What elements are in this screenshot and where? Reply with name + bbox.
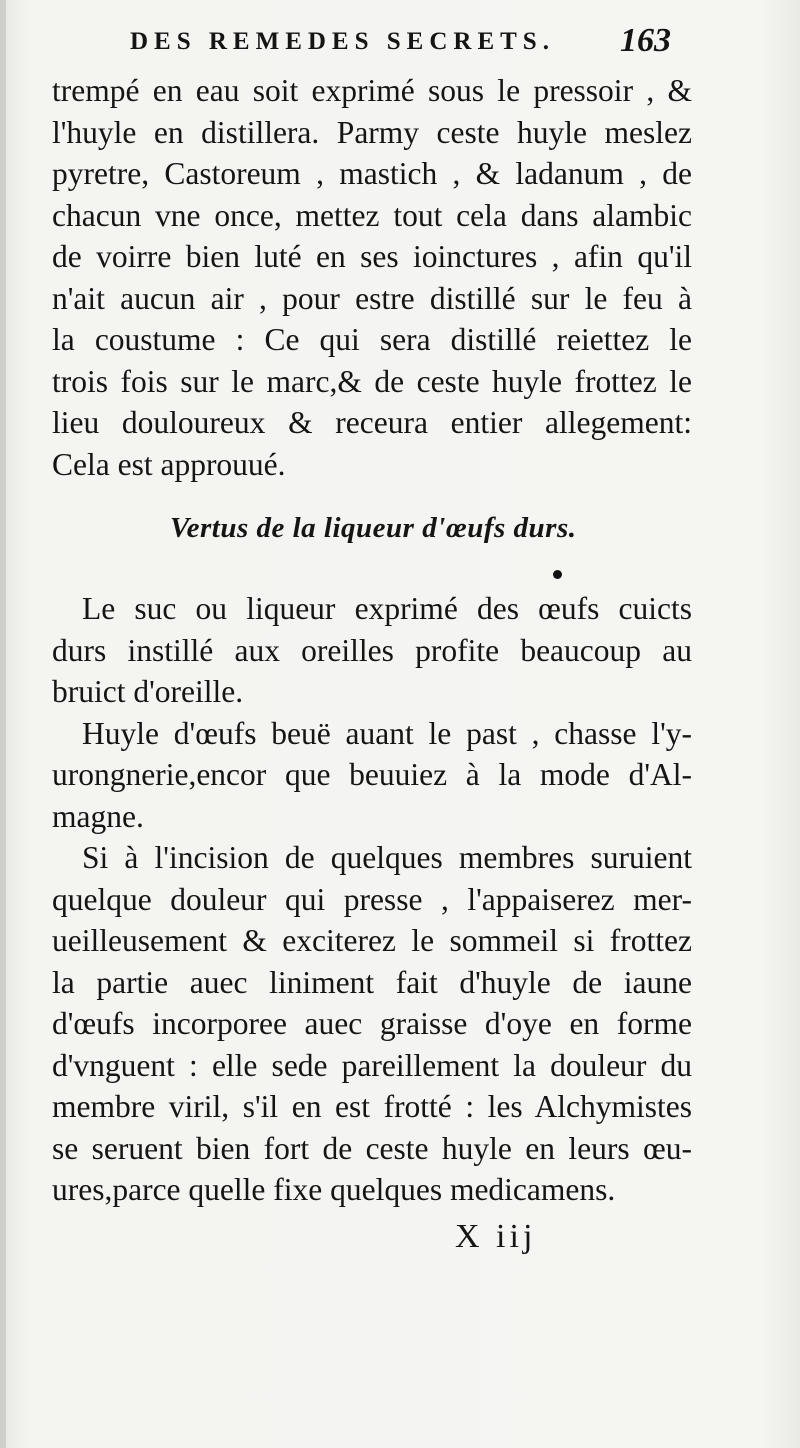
text-line: magne. [52,798,144,834]
text-line: la coustume : Ce qui sera distillé reiettez le [52,322,692,357]
text-line: se seruent bien fort de ceste huyle en leurs œu- [52,1130,692,1166]
page-binding-shadow [0,0,6,1448]
text-line: d'vnguent : elle sede pareillement la douleur du [52,1047,692,1083]
running-head: DES REMEDES SECRETS. [130,28,555,55]
page-header [130,22,690,62]
text-line: l'huyle en distillera. Parmy ceste huyle meslez [52,114,692,150]
section-2-text [52,588,692,1211]
text-line: ueilleusement & exciterez le sommeil si frottez [52,923,692,958]
text-line: lieu douloureux & receura entier allegement: [52,405,692,440]
text-line: trempé en eau soit exprimé sous le pressoir , & [52,73,692,108]
text-line: n'ait aucun air , pour estre distillé sur le feu à [52,280,692,316]
text-line: membre viril, s'il en est frotté : les Alchymistes [52,1089,692,1124]
section-heading: Vertus de la liqueur d'œufs durs. [170,512,577,544]
text-line: pyretre, Castoreum , mastich , & ladanum , de [52,156,692,191]
text-line: Cela est approuué. [52,446,286,482]
text-line: quelque douleur qui presse , l'appaiserez mer- [52,881,692,917]
ink-dot [553,570,562,579]
text-line: de voirre bien luté en ses ioinctures , afin qu'il [52,239,692,274]
text-line: d'œufs incorporee auec graisse d'oye en forme [52,1006,692,1041]
section-1-text [52,70,692,485]
text-line: trois fois sur le marc,& de ceste huyle frottez le [52,363,692,399]
text-line: durs instillé aux oreilles profite beaucoup au [52,632,692,668]
text-line: Le suc ou liqueur exprimé des œufs cuicts [82,591,692,626]
text-line: Si à l'incision de quelques membres suruient [82,840,692,875]
text-line: ures,parce quelle fixe quelques medicamens. [52,1172,616,1207]
text-line: chacun vne once, mettez tout cela dans alambic [52,197,692,233]
signature-mark: X iij [455,1218,537,1255]
text-line: la partie auec liniment fait d'huyle de iaune [52,964,692,1000]
text-line: bruict d'oreille. [52,674,244,709]
page-number: 163 [620,22,671,59]
text-line: Huyle d'œufs beuë auant le past , chasse l'y- [82,715,692,751]
text-line: urongnerie,encor que beuuiez à la mode d'Al- [52,757,692,792]
